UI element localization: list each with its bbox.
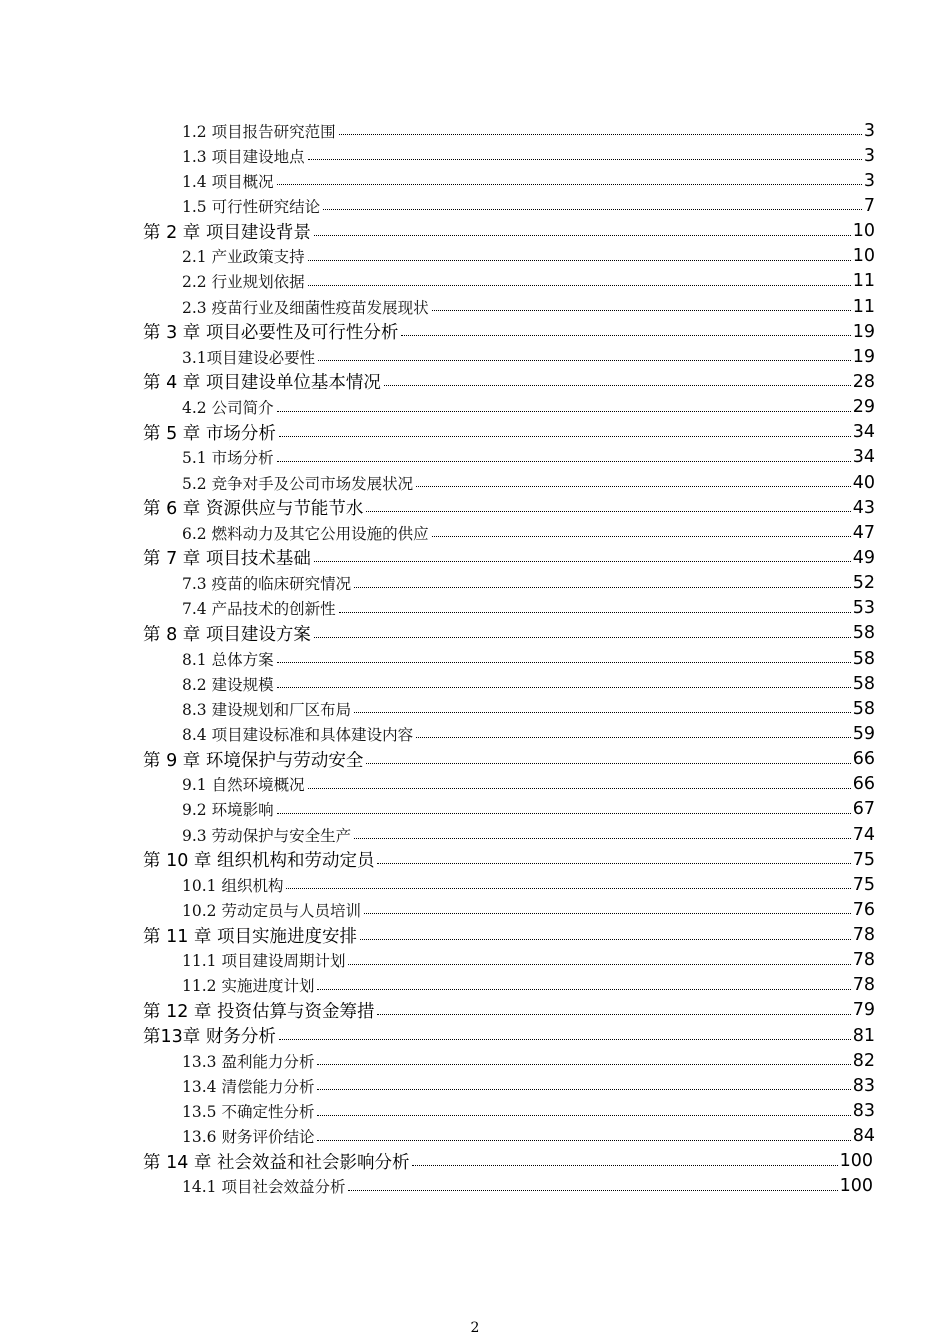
dot-leader [277,411,851,412]
dot-leader [377,863,850,864]
toc-section-entry[interactable] [0,721,950,746]
toc-entry-page: 100 [839,1176,873,1197]
dot-leader [317,1140,850,1141]
toc-entry-page: 7 [863,195,875,216]
page-number: 2 [470,1320,480,1336]
toc-entry-page: 78 [852,975,875,996]
toc-entry-page: 29 [852,397,875,418]
toc-entry-title: 8.3 建设规划和厂区布局 [182,700,352,719]
toc-entry-page: 49 [852,547,875,568]
toc-entry-page: 74 [852,824,875,845]
toc-entry-title: 5.2 竞争对手及公司市场发展状况 [182,474,414,493]
toc-entry-page: 47 [852,522,875,543]
toc-entry-title: 5.1 市场分析 [182,449,274,468]
toc-chapter-entry[interactable] [0,420,950,445]
toc-entry-title: 第 14 章 社会效益和社会影响分析 [143,1152,410,1173]
dot-leader [286,888,850,889]
toc-entry-title: 第 8 章 项目建设方案 [143,624,311,645]
dot-leader [432,536,851,537]
toc-entry-title: 10.1 组织机构 [182,876,284,895]
toc-section-entry[interactable] [0,118,950,143]
toc-entry-page: 11 [852,296,875,317]
toc-section-entry[interactable] [0,822,950,847]
toc-chapter-entry[interactable] [0,219,950,244]
toc-entry-page: 52 [852,573,875,594]
toc-chapter-entry[interactable] [0,847,950,872]
toc-entry-page: 78 [852,925,875,946]
dot-leader [317,1064,850,1065]
toc-entry-title: 2.2 行业规划依据 [182,273,305,292]
toc-section-entry[interactable] [0,596,950,621]
table-of-contents [0,118,950,1199]
dot-leader [314,561,851,562]
toc-entry-page: 28 [852,371,875,392]
toc-chapter-entry[interactable] [0,923,950,948]
toc-section-entry[interactable] [0,1124,950,1149]
toc-chapter-entry[interactable] [0,1149,950,1174]
toc-entry-page: 79 [852,1000,875,1021]
toc-section-entry[interactable] [0,772,950,797]
dot-leader [277,461,851,462]
toc-entry-title: 第 4 章 项目建设单位基本情况 [143,373,381,394]
toc-entry-title: 13.6 财务评价结论 [182,1128,315,1147]
toc-entry-page: 3 [863,145,875,166]
dot-leader [364,913,851,914]
dot-leader [318,360,851,361]
toc-entry-page: 75 [852,849,875,870]
dot-leader [401,335,850,336]
toc-entry-title: 第 10 章 组织机构和劳动定员 [143,851,375,872]
toc-entry-page: 58 [852,673,875,694]
toc-entry-page: 3 [863,170,875,191]
toc-section-entry[interactable] [0,571,950,596]
toc-entry-title: 1.2 项目报告研究范围 [182,122,336,141]
toc-entry-page: 76 [852,899,875,920]
toc-section-entry[interactable] [0,445,950,470]
dot-leader [354,587,851,588]
toc-entry-page: 66 [852,749,875,770]
dot-leader [308,260,851,261]
toc-entry-page: 53 [852,598,875,619]
dot-leader [377,1014,850,1015]
toc-entry-title: 第 7 章 项目技术基础 [143,549,311,570]
toc-entry-page: 59 [852,723,875,744]
dot-leader [277,687,851,688]
toc-entry-title: 第 3 章 项目必要性及可行性分析 [143,323,399,344]
dot-leader [308,788,851,789]
toc-entry-title: 2.1 产业政策支持 [182,248,305,267]
toc-section-entry[interactable] [0,671,950,696]
dot-leader [416,486,851,487]
toc-entry-title: 13.4 清偿能力分析 [182,1077,315,1096]
toc-section-entry[interactable] [0,143,950,168]
toc-entry-page: 43 [852,497,875,518]
toc-entry-page: 58 [852,648,875,669]
toc-chapter-entry[interactable] [0,319,950,344]
toc-entry-page: 58 [852,698,875,719]
toc-section-entry[interactable] [0,344,950,369]
toc-entry-title: 9.2 环境影响 [182,801,274,820]
toc-entry-title: 1.3 项目建设地点 [182,147,305,166]
dot-leader [366,511,850,512]
toc-section-entry[interactable] [0,395,950,420]
dot-leader [277,662,851,663]
toc-chapter-entry[interactable] [0,747,950,772]
toc-section-entry[interactable] [0,193,950,218]
toc-entry-page: 83 [852,1101,875,1122]
toc-chapter-entry[interactable] [0,621,950,646]
dot-leader [360,939,851,940]
toc-entry-title: 第 9 章 环境保护与劳动安全 [143,750,364,771]
dot-leader [317,1115,850,1116]
toc-entry-title: 8.2 建设规模 [182,675,274,694]
toc-entry-title: 9.3 劳动保护与安全生产 [182,826,352,845]
toc-entry-page: 10 [852,221,875,242]
toc-entry-page: 82 [852,1050,875,1071]
toc-entry-title: 8.1 总体方案 [182,650,274,669]
toc-section-entry[interactable] [0,168,950,193]
toc-entry-title: 第 2 章 项目建设背景 [143,222,311,243]
toc-entry-page: 81 [852,1025,875,1046]
toc-entry-title: 第 12 章 投资估算与资金筹措 [143,1001,375,1022]
toc-section-entry[interactable] [0,797,950,822]
toc-section-entry[interactable] [0,1048,950,1073]
toc-entry-title: 1.4 项目概况 [182,172,274,191]
dot-leader [339,612,851,613]
toc-entry-page: 34 [852,447,875,468]
dot-leader [279,1039,851,1040]
toc-entry-title: 第 11 章 项目实施进度安排 [143,926,357,947]
dot-leader [323,209,862,210]
toc-section-entry[interactable] [0,948,950,973]
toc-section-entry[interactable] [0,696,950,721]
toc-entry-title: 4.2 公司简介 [182,399,274,418]
toc-entry-title: 8.4 项目建设标准和具体建设内容 [182,725,414,744]
toc-entry-title: 7.4 产品技术的创新性 [182,600,336,619]
dot-leader [339,134,862,135]
dot-leader [308,285,851,286]
toc-entry-title: 9.1 自然环境概况 [182,776,305,795]
toc-entry-title: 1.5 可行性研究结论 [182,197,321,216]
toc-chapter-entry[interactable] [0,998,950,1023]
dot-leader [354,712,851,713]
toc-entry-title: 6.2 燃料动力及其它公用设施的供应 [182,524,429,543]
toc-entry-title: 10.2 劳动定员与人员培训 [182,901,361,920]
toc-chapter-entry[interactable] [0,495,950,520]
toc-entry-title: 第 6 章 资源供应与节能节水 [143,499,364,520]
toc-chapter-entry[interactable] [0,369,950,394]
toc-entry-page: 66 [852,774,875,795]
toc-entry-page: 78 [852,950,875,971]
toc-section-entry[interactable] [0,1174,950,1199]
toc-section-entry[interactable] [0,294,950,319]
toc-entry-page: 3 [863,120,875,141]
toc-section-entry[interactable] [0,872,950,897]
dot-leader [314,235,851,236]
toc-entry-page: 19 [852,321,875,342]
toc-section-entry[interactable] [0,1073,950,1098]
toc-section-entry[interactable] [0,646,950,671]
toc-chapter-entry[interactable] [0,1023,950,1048]
toc-entry-page: 58 [852,623,875,644]
dot-leader [412,1165,837,1166]
toc-section-entry[interactable] [0,1098,950,1123]
toc-entry-page: 11 [852,271,875,292]
toc-section-entry[interactable] [0,470,950,495]
toc-section-entry[interactable] [0,520,950,545]
toc-entry-title: 11.2 实施进度计划 [182,977,315,996]
dot-leader [308,159,862,160]
dot-leader [348,1190,837,1191]
toc-section-entry[interactable] [0,973,950,998]
dot-leader [432,310,851,311]
toc-entry-title: 第13章 财务分析 [143,1027,276,1048]
toc-entry-page: 40 [852,472,875,493]
toc-entry-title: 13.3 盈利能力分析 [182,1052,315,1071]
dot-leader [317,989,850,990]
toc-entry-title: 7.3 疫苗的临床研究情况 [182,575,352,594]
dot-leader [317,1089,850,1090]
toc-entry-title: 13.5 不确定性分析 [182,1103,315,1122]
toc-entry-page: 84 [852,1126,875,1147]
toc-section-entry[interactable] [0,897,950,922]
toc-section-entry[interactable] [0,269,950,294]
toc-entry-page: 10 [852,246,875,267]
toc-entry-page: 19 [852,346,875,367]
dot-leader [384,385,851,386]
dot-leader [348,964,850,965]
toc-entry-page: 75 [852,874,875,895]
toc-entry-page: 100 [839,1151,873,1172]
toc-entry-title: 14.1 项目社会效益分析 [182,1178,346,1197]
dot-leader [416,737,851,738]
toc-chapter-entry[interactable] [0,545,950,570]
dot-leader [366,763,850,764]
toc-section-entry[interactable] [0,244,950,269]
toc-entry-title: 3.1项目建设必要性 [182,348,316,367]
dot-leader [354,838,851,839]
toc-entry-page: 34 [852,422,875,443]
dot-leader [314,637,851,638]
toc-entry-title: 第 5 章 市场分析 [143,423,276,444]
toc-entry-title: 11.1 项目建设周期计划 [182,952,346,971]
dot-leader [277,184,862,185]
dot-leader [279,436,851,437]
toc-entry-page: 67 [852,799,875,820]
dot-leader [277,813,851,814]
toc-entry-title: 2.3 疫苗行业及细菌性疫苗发展现状 [182,298,429,317]
toc-entry-page: 83 [852,1075,875,1096]
